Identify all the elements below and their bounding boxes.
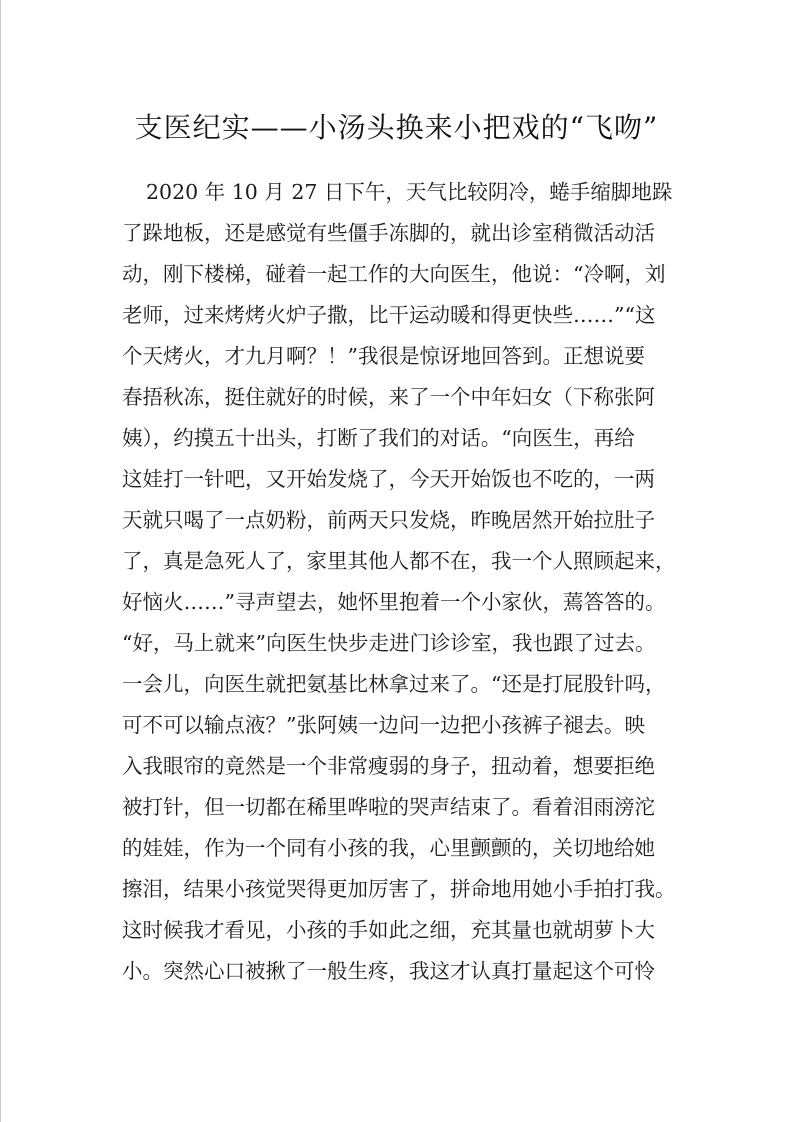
text-line: 动，刚下楼梯，碰着一起工作的大向医生，他说：“冷啊，刘: [122, 262, 666, 286]
article-body: [122, 172, 682, 992]
text-line: 2020 年 10 月 27 日下午，天气比较阴冷，蜷手缩脚地跺: [146, 180, 673, 204]
document-title: 支医纪实——小汤头换来小把戏的“飞吻”: [134, 111, 659, 144]
text-line: 老师，过来烤烤火炉子撒，比干运动暖和得更快些……”“这: [122, 303, 656, 327]
text-line: 个天烤火，才九月啊？！”我很是惊讶地回答到。正想说要: [122, 344, 645, 368]
text-line: 可不可以输点液？”张阿姨一边问一边把小孩裤子褪去。映: [122, 713, 645, 737]
text-line: 的娃娃，作为一个同有小孩的我，心里颤颤的，关切地给她: [122, 836, 655, 860]
text-line: 春捂秋冻，挺住就好的时候，来了一个中年妇女（下称张阿: [122, 385, 655, 409]
text-line: 了跺地板，还是感觉有些僵手冻脚的，就出诊室稍微活动活: [122, 221, 655, 245]
text-line: 好恼火……”寻声望去，她怀里抱着一个小家伙，蔫答答的。: [122, 590, 666, 614]
text-line: 擦泪，结果小孩觉哭得更加厉害了，拼命地用她小手拍打我。: [122, 877, 676, 901]
text-line: 了，真是急死人了，家里其他人都不在，我一个人照顾起来，: [122, 549, 676, 573]
text-line: 天就只喝了一点奶粉，前两天只发烧，昨晚居然开始拉肚子: [122, 508, 655, 532]
text-line: 被打针，但一切都在稀里哗啦的哭声结束了。看着泪雨滂沱: [122, 795, 655, 819]
text-line: 小。突然心口被揪了一般生疼，我这才认真打量起这个可怜: [122, 959, 655, 983]
page-edge: [0, 0, 1, 1122]
text-line: 入我眼帘的竟然是一个非常瘦弱的身子，扭动着，想要拒绝: [122, 754, 655, 778]
text-line: “好，马上就来”向医生快步走进门诊诊室，我也跟了过去。: [122, 631, 656, 655]
text-line: 姨），约摸五十出头，打断了我们的对话。“向医生，再给: [122, 426, 635, 450]
text-line: 一会儿，向医生就把氨基比林拿过来了。“还是打屁股针吗，: [122, 672, 666, 696]
text-line: 这娃打一针吧，又开始发烧了，今天开始饭也不吃的，一两: [122, 467, 655, 491]
text-line: 这时候我才看见，小孩的手如此之细，充其量也就胡萝卜大: [122, 918, 655, 942]
